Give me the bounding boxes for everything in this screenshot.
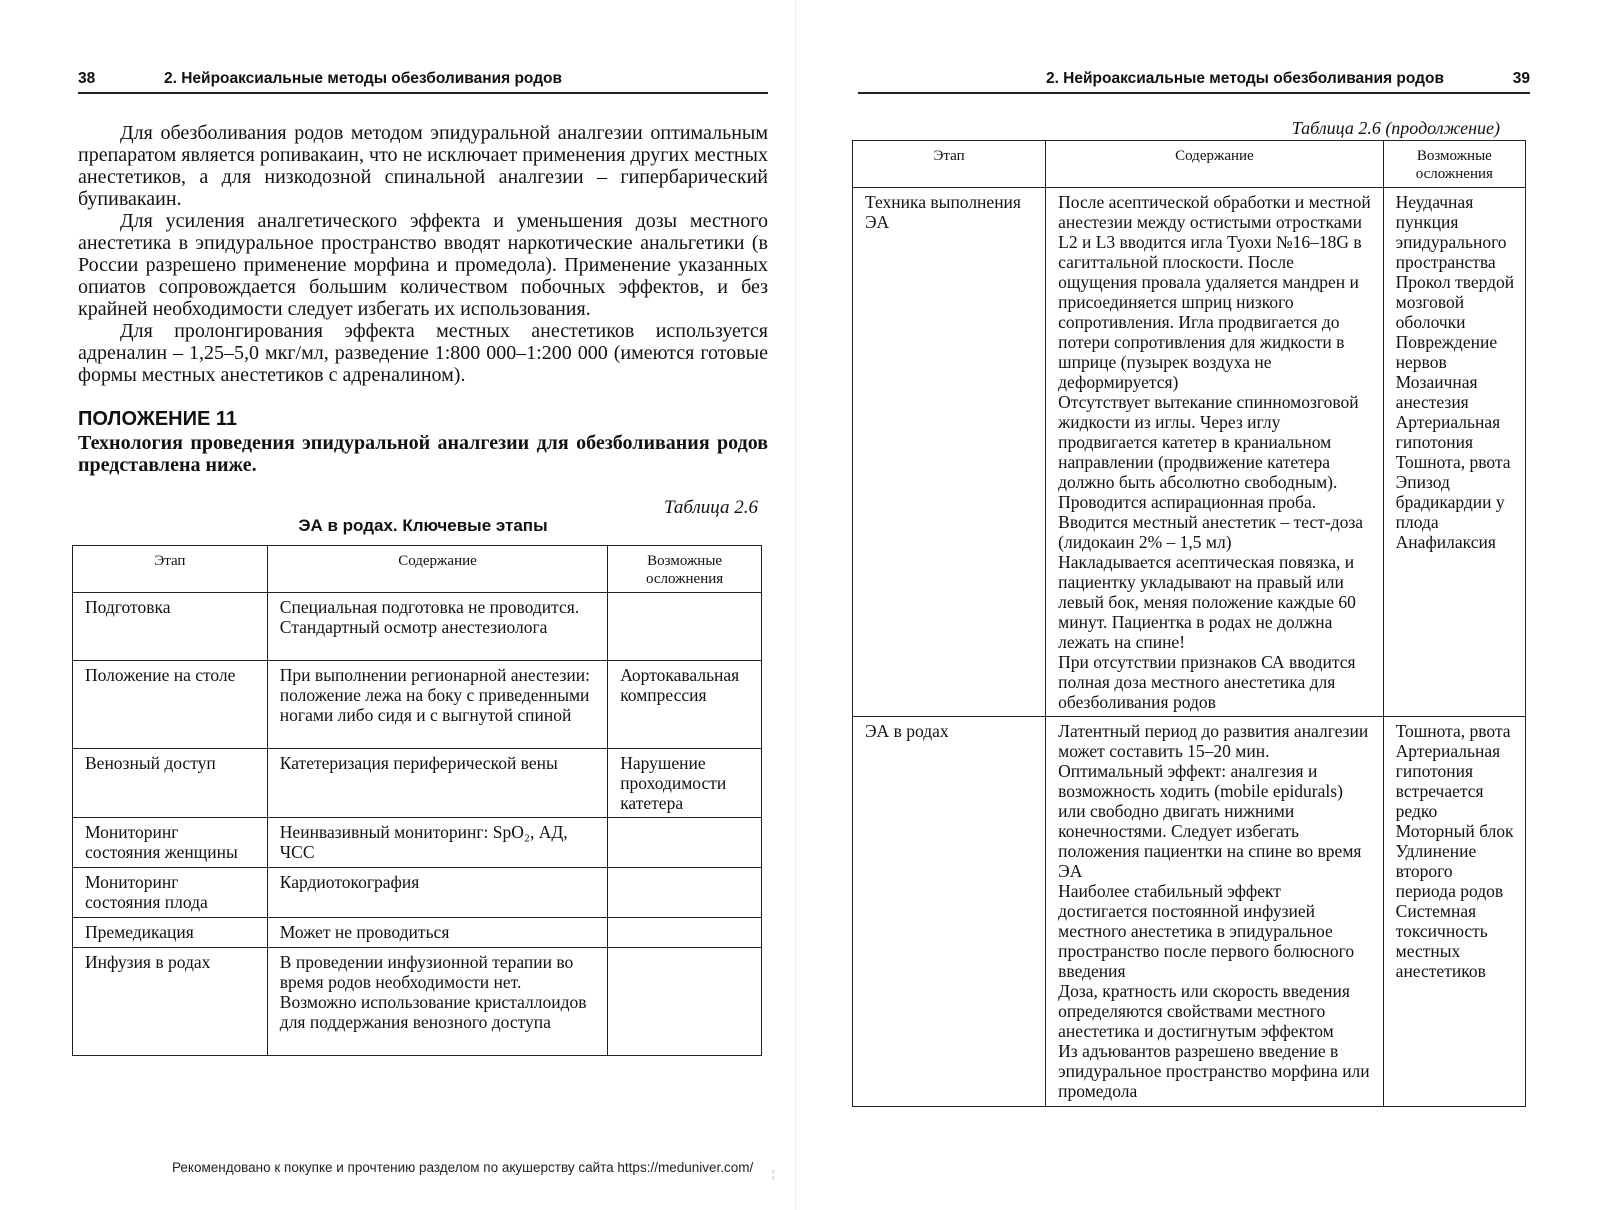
table-row	[853, 188, 1526, 717]
stage-cell: Положение на столе	[73, 661, 268, 749]
stage-cell: Мониторинг состояния плода	[73, 868, 268, 918]
body-text	[78, 122, 768, 386]
content-cell: Кардиотокография	[267, 868, 607, 918]
stage-cell: Мониторинг состояния женщины	[73, 818, 268, 868]
complication-item: Прокол твердой мозговой оболочки	[1395, 272, 1515, 332]
table-title: ЭА в родах. Ключевые этапы	[298, 516, 548, 535]
stage-cell: Венозный доступ	[73, 749, 268, 818]
complication-item: Системная токсичность местных анестетиков	[1395, 901, 1488, 981]
running-header	[858, 68, 1530, 94]
complications-cell	[608, 868, 762, 918]
complication-item: Моторный блок	[1395, 821, 1514, 841]
complications-cell	[608, 918, 762, 948]
complication-item: Неудачная пункция эпидурального пространства	[1395, 192, 1507, 272]
complications-cell: Аортокавальная компрессия	[608, 661, 762, 749]
table-header-row	[73, 546, 762, 593]
stages-table	[72, 545, 762, 1056]
table-row	[73, 918, 762, 948]
table-row	[853, 717, 1526, 1107]
content-line: Латентный период до развития аналгезии может составить 15–20 мин.	[1058, 721, 1369, 761]
left-page	[0, 0, 790, 1210]
paragraph: Для обезболивания родов методом эпидуральной аналгезии оптимальным препаратом является ропивакаин, что не исключает применения других местных анестетиков, а для низкодозной спинальной аналгезии – гипербарический бупивакаин.	[78, 122, 768, 210]
complications-cell	[608, 948, 762, 1056]
scan-mark: ¦	[772, 1168, 775, 1180]
content-cell	[1046, 188, 1384, 717]
page-number: 38	[78, 70, 96, 87]
column-header: Возможные осложнения	[1383, 141, 1525, 188]
footer-note: Рекомендовано к покупке и прочтению разделом по акушерству сайта https://meduniver.com/	[172, 1160, 754, 1175]
complication-item: Анафилаксия	[1395, 532, 1496, 552]
page-number: 39	[1512, 70, 1530, 87]
content-cell: Специальная подготовка не проводится. Стандартный осмотр анестезиолога	[267, 593, 607, 661]
content-cell: Неинвазивный мониторинг: SpO₂, АД, ЧСС	[267, 818, 607, 868]
content-line: Накладывается асептическая повязка, и пациентку укладывают на правый или левый бок, меняя положение каждые 60 минут. Пациентка в родах не должна лежать на спине!	[1058, 552, 1356, 652]
content-cell: При выполнении регионарной анестезии: положение лежа на боку с приведенными ногами либо сидя и с выгнутой спиной	[267, 661, 607, 749]
paragraph: Для пролонгирования эффекта местных анестетиков используется адреналин – 1,25–5,0 мкг/мл, разведение 1:800 000–1:200 000 (имеются готовые формы местных анестетиков с адреналином).	[78, 320, 768, 386]
complications-cell	[1383, 717, 1525, 1107]
complications-cell: Нарушение проходимости катетера	[608, 749, 762, 818]
column-header: Этап	[853, 141, 1046, 188]
right-page	[800, 0, 1600, 1210]
table-header-row	[853, 141, 1526, 188]
stage-cell: Премедикация	[73, 918, 268, 948]
content-line: Оптимальный эффект: аналгезия и возможность ходить (mobile epidurals) или свободно двигать нижними конечностями. Следует избегать положения пациентки на спине во время ЭА	[1058, 761, 1362, 881]
content-line: Доза, кратность или скорость введения определяются свойствами местного анестетика и достигнутым эффектом	[1058, 981, 1350, 1041]
content-line: После асептической обработки и местной анестезии между остистыми отростками L2 и L3 вводится игла Туохи №16–18G в сагиттальной плоскости. После ощущения провала удаляется мандрен и присоединяется шприц низкого сопротивления. Игла продвигается до потери сопротивления для жидкости в шприце (пузырек воздуха не деформируется)	[1058, 192, 1371, 392]
table-row	[73, 749, 762, 818]
complications-cell	[608, 593, 762, 661]
content-line: Из адъювантов разрешено введение в эпидуральное пространство морфина или промедола	[1058, 1041, 1370, 1101]
column-header: Возможные осложнения	[608, 546, 762, 593]
section-heading: ПОЛОЖЕНИЕ 11	[78, 408, 238, 430]
column-header: Содержание	[1046, 141, 1384, 188]
stage-cell: Техника выполнения ЭА	[853, 188, 1046, 717]
table-label: Таблица 2.6	[664, 497, 758, 518]
complication-item: Тошнота, рвота	[1395, 452, 1511, 472]
running-title: 2. Нейроаксиальные методы обезболивания родов	[164, 70, 563, 87]
complication-item: Повреждение нервов	[1395, 332, 1498, 372]
content-line: Вводится местный анестетик – тест-доза (лидокаин 2% – 1,5 мл)	[1058, 512, 1364, 552]
paragraph: Для усиления аналгетического эффекта и уменьшения дозы местного анестетика в эпидуральное пространство вводят наркотические анальгетики (в России разрешено применение морфина и промедола). Применение указанных опиатов сопровождается большим количеством побочных эффектов, и без крайней необходимости следует избегать их использования.	[78, 210, 768, 320]
complication-item: Мозаичная анестезия	[1395, 372, 1478, 412]
complication-item: Удлинение второго периода родов	[1395, 841, 1504, 901]
table-row	[73, 868, 762, 918]
running-title: 2. Нейроаксиальные методы обезболивания родов	[1045, 70, 1444, 87]
complication-item: Тошнота, рвота	[1395, 721, 1511, 741]
content-cell: Может не проводиться	[267, 918, 607, 948]
column-header: Этап	[73, 546, 268, 593]
stage-cell: Инфузия в родах	[73, 948, 268, 1056]
running-header	[78, 68, 768, 94]
table-row	[73, 948, 762, 1056]
content-cell	[1046, 717, 1384, 1107]
column-header: Содержание	[267, 546, 607, 593]
table-row	[73, 593, 762, 661]
table-row	[73, 818, 762, 868]
content-line: Наиболее стабильный эффект достигается постоянной инфузией местного анестетика в эпидуральное пространство после первого болюсного введения	[1058, 881, 1355, 981]
stage-cell: ЭА в родах	[853, 717, 1046, 1107]
stage-cell: Подготовка	[73, 593, 268, 661]
content-line: Проводится аспирационная проба.	[1058, 492, 1317, 512]
table-row	[73, 661, 762, 749]
page-gutter	[795, 0, 796, 1210]
complications-cell	[608, 818, 762, 868]
content-cell: В проведении инфузионной терапии во время родов необходимости нет. Возможно использование кристаллоидов для поддержания венозного доступа	[267, 948, 607, 1056]
complications-cell	[1383, 188, 1525, 717]
complication-item: Артериальная гипотония	[1395, 412, 1501, 452]
content-line: Отсутствует вытекание спинномозговой жидкости из иглы. Через иглу продвигается катетер в краниальном направлении (продвижение катетера должно быть абсолютно свободным).	[1058, 392, 1359, 492]
complication-item: Артериальная гипотония встречается редко	[1395, 741, 1501, 821]
content-line: При отсутствии признаков СА вводится полная доза местного анестетика для обезболивания родов	[1058, 652, 1356, 712]
section-lead: Технология проведения эпидуральной аналгезии для обезболивания родов представлена ниже.	[78, 432, 768, 476]
stages-table-continued	[852, 140, 1526, 1107]
complication-item: Эпизод брадикардии у плода	[1395, 472, 1505, 532]
table-label: Таблица 2.6 (продолжение)	[1291, 118, 1500, 138]
content-cell: Катетеризация периферической вены	[267, 749, 607, 818]
